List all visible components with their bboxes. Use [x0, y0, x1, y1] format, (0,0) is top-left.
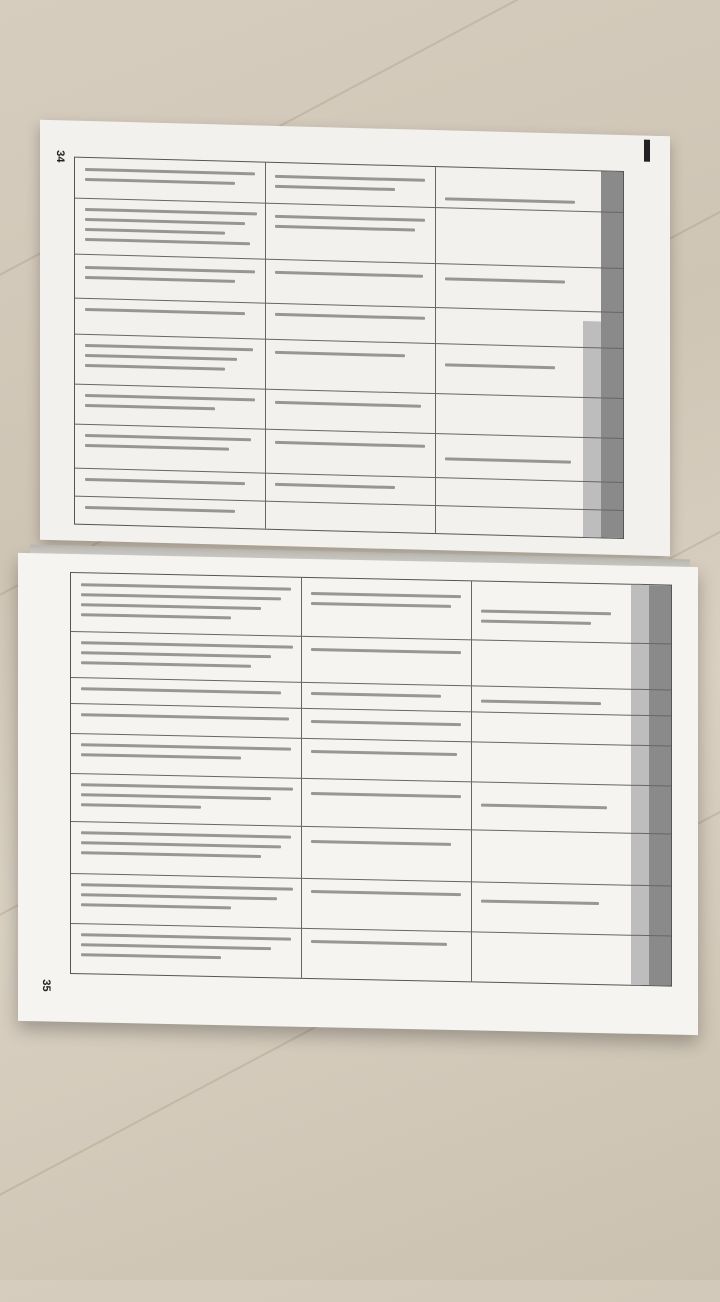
page-tab-marker [644, 140, 650, 162]
bottom-table-text [71, 573, 671, 586]
top-page [40, 120, 670, 556]
table-header-dark [601, 171, 623, 538]
page-number-top: 34 [54, 149, 67, 163]
page-number-bottom: 35 [40, 979, 53, 992]
table-header-light [583, 321, 601, 537]
top-page-table [74, 157, 624, 539]
top-table-text [75, 158, 623, 172]
bottom-page [18, 553, 698, 1035]
bottom-page-table [70, 572, 672, 987]
